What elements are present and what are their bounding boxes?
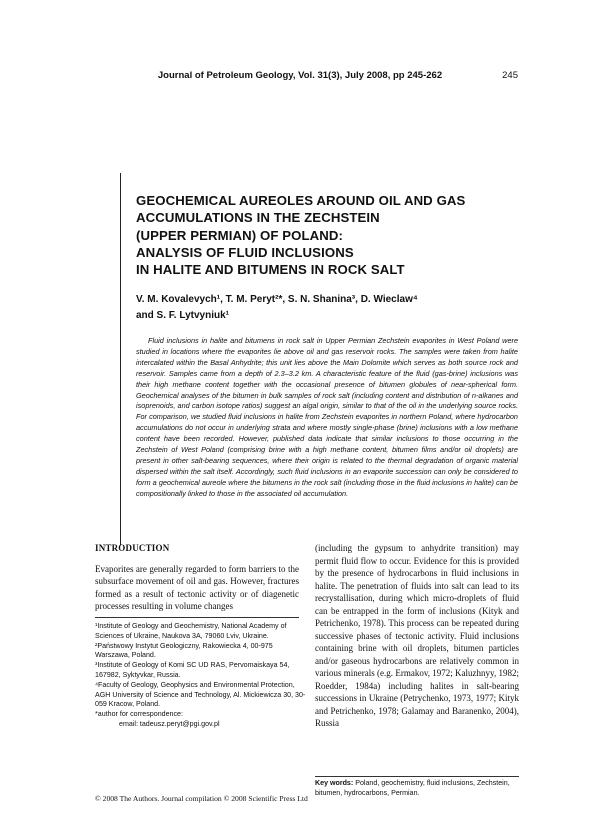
footnote: ²Państwowy Instytut Geologiczny, Rakowiecka 4, 00-975 Warszawa, Poland. bbox=[95, 641, 273, 660]
correspondence-email: email: tadeusz.peryt@pgi.gov.pl bbox=[119, 719, 220, 728]
footnote: ⁴Faculty of Geology, Geophysics and Environmental Protection, AGH University of Science and Technology, Al. Mickiewicza 30, 30-059 Kracow, Poland. bbox=[95, 680, 306, 709]
title-line: ANALYSIS OF FLUID INCLUSIONS bbox=[136, 244, 354, 260]
page-number: 245 bbox=[502, 70, 518, 81]
footnote: ¹Institute of Geology and Geochemistry, National Academy of Sciences of Ukraine, Naukova 3A, 79060 Lviv, Ukraine. bbox=[95, 622, 287, 640]
abstract: Fluid inclusions in halite and bitumens in rock salt in Upper Permian Zechstein evaporites in West Poland were studied in locations where the evaporites lie above oil and gas reservoir rocks. The samples were taken from halite intercalated within the Basal Anhydrite; this unit lies above the Main Dolomite which serves as both source rock and reservoir. Samples came from a depth of 2.3–3.2 km. A characteristic feature of the fluid (gas-brine) inclusions was their high methane content together with the occasional presence of bitumen globules of near-spherical form. Geochemical analyses of the bitumen in bulk samples of rock salt (including content and distribution of n-alkanes and isoprenoids, and carbon isotope ratios) suggest an algal origin, similar to that of the oil in the underlying source rocks. For comparison, we studied fluid inclusions in halite from Zechstein evaporites in northern Poland, where hydrocarbon accumulations do not occur in underlying strata and where mostly single-phase (brine) inclusions with a low methane content have been recorded. However, published data indicate that similar inclusions to those occurring in the Zechstein of West Poland (comprising brine with a high methane content, bitumen films and/or oil droplets) are present in other salt-bearing sequences, where their origin is related to the thermal degradation of organic material dispersed within the salt itself. Accordingly, such fluid inclusions in an evaporite succession can only be considered to form a geochemical aureole where the bitumens in the rock salt (including those in the fluid inclusions in halite) can be compositionally linked to those in the associated oil accumulation. bbox=[136, 336, 518, 498]
keywords-divider bbox=[315, 776, 519, 777]
footnote: *author for correspondence: bbox=[95, 710, 183, 719]
title-line: IN HALITE AND BITUMENS IN ROCK SALT bbox=[136, 262, 405, 278]
introduction-text: Evaporites are generally regarded to form barriers to the subsurface movement of oil and gas. However, fractures formed as a result of tectonic activity or of diagenetic processes resulting in volume changes bbox=[95, 564, 299, 612]
footnote-divider bbox=[95, 617, 299, 618]
copyright-notice: © 2008 The Authors. Journal compilation © 2008 Scientific Press Ltd bbox=[95, 794, 308, 803]
title-line: (UPPER PERMIAN) OF POLAND: bbox=[136, 227, 344, 243]
affiliation-footnotes bbox=[95, 622, 307, 730]
journal-header: Journal of Petroleum Geology, Vol. 31(3), July 2008, pp 245-262 bbox=[157, 70, 443, 81]
keywords-text: Poland, geochemistry, fluid inclusions, Zechstein, bitumen, hydrocarbons, Permian. bbox=[315, 779, 510, 797]
authors-line-2: and S. F. Lytvyniuk¹ bbox=[136, 310, 229, 321]
footnote: ³Institute of Geology of Komi SC UD RAS, Pervomaiskaya 54, 167982, Syktyvkar, Russia. bbox=[95, 661, 290, 679]
title-line: ACCUMULATIONS IN THE ZECHSTEIN bbox=[136, 210, 380, 226]
body-text-right-column: (including the gypsum to anhydrite transition) may permit fluid flow to occur. Evidence for this is provided by the presence of hydrocarbons in fluid inclusions in halite. The penetration of fluids into salt can lead to its recrystallisation, during which micro-droplets of fluid can be entrapped in the form of inclusions (Kityk and Petrichenko, 1978). This process can be repeated during successive phases of tectonic activity. Fluid inclusions containing brine with oil droplets, bitumen particles and/or gaseous hydrocarbons are relatively common in various minerals (e.g. Ermakov, 1972; Kaluzhnyy, 1982; Roedder, 1984a) including halites in salt-bearing successions in Ukraine (Petrychenko, 1973, 1977; Kityk and Petrichenko, 1978; Galamay and Baranenko, 2004), Russia bbox=[315, 543, 519, 728]
authors-line-1: V. M. Kovalevych¹, T. M. Peryt²*, S. N. Shanina³, D. Wieclaw⁴ bbox=[136, 294, 418, 305]
title-line: GEOCHEMICAL AUREOLES AROUND OIL AND GAS bbox=[136, 193, 466, 208]
title-rule bbox=[120, 173, 121, 545]
section-heading-introduction: INTRODUCTION bbox=[95, 543, 170, 553]
keywords-label: Key words: bbox=[315, 779, 354, 787]
author-list bbox=[136, 292, 536, 324]
article-title bbox=[136, 192, 516, 278]
